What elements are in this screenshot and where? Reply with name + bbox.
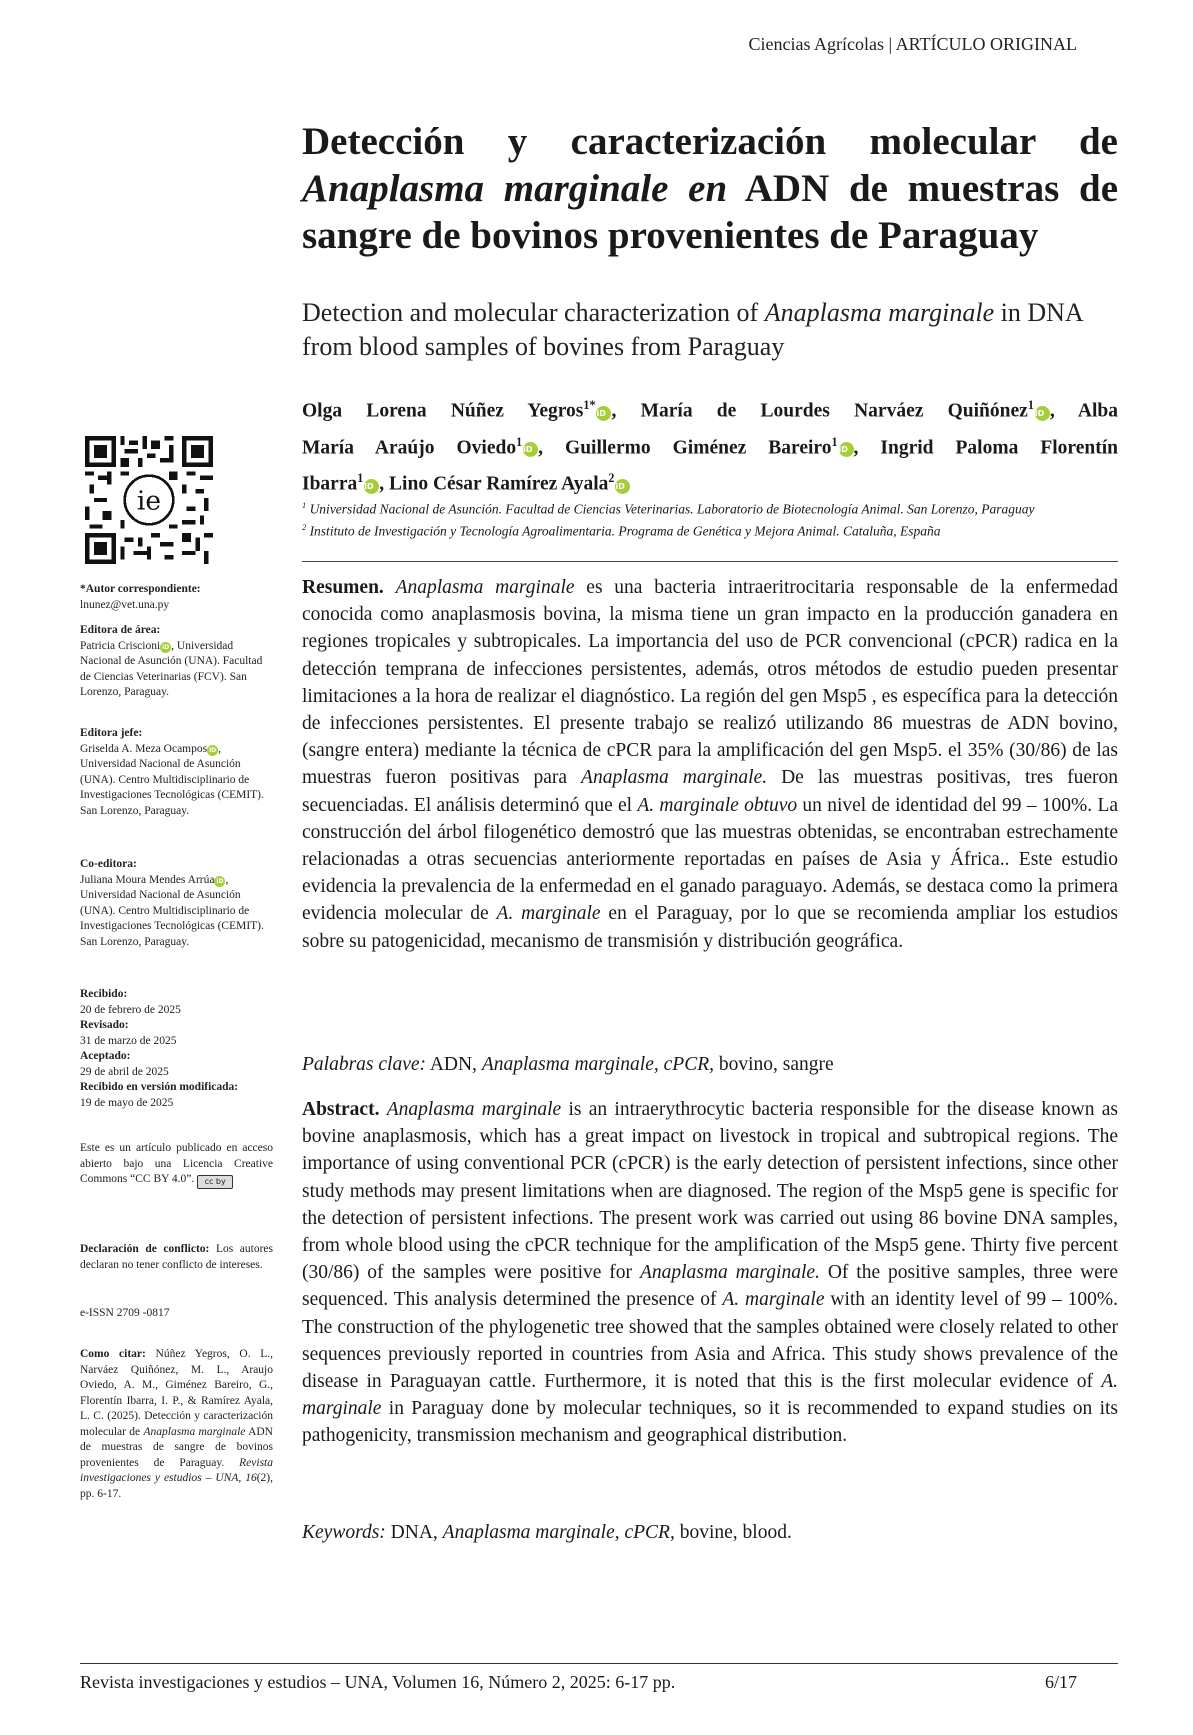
area-editor-name: Patricia Criscioni: [80, 639, 161, 652]
conflict-statement: [80, 1242, 273, 1273]
cite-authors: Núñez Yegros, O. L., Narváez Quiñónez, M. L., Araujo Oviedo, A. M., Giménez Bareiro, G., Florentín Ibarra, I. P., & Ramírez Ayala, L. C. (2025).: [80, 1348, 274, 1422]
species-italic: A. marginale: [302, 1371, 1118, 1420]
author-affil-sup: 1*: [583, 398, 596, 412]
affiliation-text: Instituto de Investigación y Tecnología Agroalimentaria. Programa de Genética y Mejora Animal. Cataluña, España: [306, 523, 941, 538]
resumen-text: De las muestras positivas, tres fueron secuenciadas. El análisis determinó que el: [302, 767, 1118, 816]
species-italic: Anaplasma marginale.: [581, 767, 768, 789]
chief-editor-label: Editora jefe:: [80, 727, 143, 739]
affiliation-2: [302, 519, 1118, 541]
orcid-icon[interactable]: iD: [523, 442, 538, 457]
resumen-paragraph: [302, 574, 1118, 955]
author-line-1: Olga Lorena Núñez Yegros$^{1*}$iD , María de Lourdes Narváez Quiñónez$^1$iD , Alba: [302, 398, 1118, 422]
qr-center-label: ie: [136, 485, 162, 517]
revised-date: 31 de marzo de 2025: [80, 1034, 177, 1047]
resumen-text: un nivel de identidad del 99 – 100%. La construcción del árbol filogenético demostró que las muestras obtenidas, se encontraban estrechamente relacionadas a otras secuencias anteriormente reportadas en países de Asia y África.. Este estudio evidencia la prevalencia de la enfermedad en el ganado paraguayo. Además, se destaca como la primera evidencia molecular de: [302, 794, 1119, 925]
author-line-3: Ibarra$^1$iD , Lino César Ramírez Ayala$^2$iD: [302, 463, 1118, 500]
area-editor-label: Editora de área:: [80, 624, 161, 636]
chief-editor: [80, 726, 273, 819]
section-header: [749, 34, 1078, 55]
orcid-icon[interactable]: iD: [615, 479, 630, 494]
cite-title: Detección y caracterización molecular de: [80, 1410, 273, 1438]
author-list: [302, 390, 1118, 500]
species-italic: A. marginale: [722, 1289, 825, 1311]
affiliation-1: [302, 497, 1118, 519]
header-separator: |: [883, 34, 896, 54]
orcid-icon[interactable]: iD: [162, 643, 170, 651]
title-en-post: in DNA from blood samples of bovines from Paraguay: [302, 298, 1083, 361]
area-editor-affiliation: , Universidad Nacional de Asunción (UNA). Facultad de Ciencias Veterinarias (FCV). San Lorenzo, Paraguay.: [80, 639, 263, 698]
orcid-icon[interactable]: iD: [364, 479, 379, 494]
species-italic: A. marginale obtuvo: [637, 794, 798, 816]
article-title-en: [302, 296, 1118, 364]
author-affil-sup: 1: [831, 434, 838, 449]
how-to-cite: [80, 1347, 273, 1502]
species-italic: A. marginale: [496, 903, 601, 925]
orcid-icon[interactable]: iD: [839, 442, 854, 457]
conflict-label: Declaración de conflicto:: [80, 1243, 210, 1255]
corresponding-author-email[interactable]: lnunez@vet.una.py: [80, 598, 170, 611]
abstract-text: in Paraguay done by molecular techniques, so it is recommended to expand studies on its pathogenicity, transmission mechanism and geographical distribution.: [302, 1398, 1118, 1447]
affiliations: [302, 497, 1118, 540]
footer-journal: Revista investigaciones y estudios – UNA, Volumen 16, Número 2, 2025: 6-17 pp.: [80, 1672, 676, 1692]
cite-pages: (2), pp. 6-17.: [80, 1472, 273, 1500]
co-editor-name: Juliana Moura Mendes Arrúa: [80, 873, 215, 886]
abstract-paragraph: [302, 1096, 1118, 1450]
resumen-text: es una bacteria intraeritrocitaria responsable de la enfermedad conocida como anaplasmosis bovina, la misma tiene un gran impacto en la producción ganadera en regiones tropicales y subtropicales. La importancia del uso de PCR convencional (cPCR) radica en la detección temprana de infecciones persistentes, además, otros métodos de estudio pueden presentar limitaciones a la hora de realizar el diagnóstico. La región del gen Msp5 , es específica para la detección de infecciones persistentes. El presente trabajo se realizó utilizando 86 muestras de ADN bovino, (sangre entera) mediante la técnica de cPCR para la amplificación del gen Msp5. el 35% (30/86) de las muestras fueron positivas para: [302, 577, 1118, 789]
orcid-icon[interactable]: iD: [1035, 406, 1050, 421]
corresponding-author: [80, 582, 273, 613]
author-affil-sup: 2: [608, 471, 615, 485]
affiliation-sup: 1: [302, 501, 307, 510]
species-italic: Anaplasma marginale.: [639, 1262, 820, 1284]
orcid-icon[interactable]: iD: [209, 746, 217, 754]
cite-title-species: Anaplasma marginale: [143, 1425, 246, 1438]
accepted-date: 29 de abril de 2025: [80, 1065, 169, 1078]
title-es-line-2: [302, 165, 1118, 212]
chief-editor-affiliation: , Universidad Nacional de Asunción (UNA). Centro Multidisciplinario de Investigaciones Tecnológicas (CEMIT). San Lorenzo, Paraguay.: [80, 742, 264, 817]
orcid-icon[interactable]: iD: [596, 406, 611, 421]
title-en-pre: Detection and molecular characterization of: [302, 298, 765, 327]
article-type: ARTÍCULO ORIGINAL: [895, 34, 1077, 54]
author-name: María de Lourdes Narváez Quiñónez: [640, 400, 1028, 422]
keywords-es: [302, 1051, 1118, 1078]
title-es-species: Anaplasma marginale en: [302, 167, 728, 210]
title-en-species: Anaplasma marginale: [764, 298, 995, 327]
keywords-en: [302, 1519, 1118, 1546]
cite-title-end: ADN de muestras de sangre de bovinos provenientes de Paraguay.: [80, 1425, 273, 1469]
conflict-text: Los autores declaran no tener conflicto de intereses.: [80, 1243, 273, 1271]
author-affil-sup: 1: [1027, 398, 1034, 412]
author-affil-sup: 1: [516, 434, 523, 449]
orcid-icon[interactable]: iD: [216, 877, 224, 885]
article-title-es: [302, 118, 1118, 259]
author-name: María Araújo Oviedo: [302, 437, 517, 458]
abstract-text: is an intraerythrocytic bacteria responsible for the disease known as bovine anaplasmosis, which has a great impact on livestock in tropical and subtropical regions. The importance of using conventional PCR (cPCR) is the early detection of persistent infections, since other study methods may present limitations when are diagnosed. The region of the Msp5 gene is specific for the detection of persistent infections. The present work was carried out using 86 bovine DNA samples, from whole blood using the cPCR technique for the amplification of the Msp5 gene. Thirty five percent (30/86) of the samples were positive for: [302, 1099, 1118, 1284]
cite-journal: Revista investigaciones y estudios – UNA, 16: [80, 1456, 273, 1484]
accepted-label: Aceptado:: [80, 1050, 131, 1062]
keyword-italic: Anaplasma marginale, cPCR,: [442, 1522, 675, 1543]
qr-code-icon[interactable]: [85, 436, 213, 564]
modified-date: 19 de mayo de 2025: [80, 1096, 174, 1109]
author-line-2: María Araújo Oviedo$^1$iD , Guillermo Giménez Bareiro$^1$iD , Ingrid Paloma Florentín: [302, 434, 1118, 458]
received-label: Recibido:: [80, 988, 128, 1000]
co-editor: [80, 857, 273, 950]
received-date: 20 de febrero de 2025: [80, 1003, 181, 1016]
area-editor: [80, 623, 273, 701]
title-es-line-1: Detección y caracterización molecular de: [302, 120, 1118, 163]
title-es-line-3: sangre de bovinos provenientes de Paraguay: [302, 214, 1039, 257]
co-editor-affiliation: , Universidad Nacional de Asunción (UNA). Centro Multidisciplinario de Investigaciones Tecnológicas (CEMIT). San Lorenzo, Paraguay.: [80, 873, 264, 948]
modified-label: Recibido en versión modificada:: [80, 1081, 239, 1093]
keywords-es-label: Palabras clave:: [302, 1054, 427, 1075]
footer-divider: [80, 1663, 1118, 1664]
dates-block: [80, 987, 273, 1111]
keywords-en-label: Keywords:: [302, 1522, 386, 1543]
resumen-label: Resumen.: [302, 577, 384, 598]
license-text: Este es un artículo publicado en acceso abierto bajo una Licencia Creative Commons “CC BY 4.0”.: [80, 1142, 273, 1185]
keyword-text: DNA,: [385, 1522, 443, 1543]
species-italic: Anaplasma marginale: [386, 1099, 562, 1120]
affiliation-divider: [302, 561, 1118, 562]
co-editor-label: Co-editora:: [80, 858, 137, 870]
keyword-italic: Anaplasma marginale, cPCR,: [481, 1054, 714, 1075]
affiliation-text: Universidad Nacional de Asunción. Facultad de Ciencias Veterinarias. Laboratorio de Biotecnología Animal. San Lorenzo, Paraguay: [306, 501, 1035, 517]
keyword-text: ADN,: [426, 1054, 482, 1075]
chief-editor-name: Griselda A. Meza Ocampos: [80, 742, 208, 755]
keyword-text: bovino, sangre: [713, 1054, 834, 1075]
species-italic: Anaplasma marginale: [395, 577, 575, 598]
license-note: [80, 1141, 273, 1189]
abstract-text: Of the positive samples, three were sequenced. This analysis determined the presence of: [302, 1262, 1118, 1311]
page-number: 6/17: [1044, 1672, 1077, 1692]
abstract-text: with an identity level of 99 – 100%. The construction of the phylogenetic tree showed that the samples obtained were closely related to other sequences previously reported in countries from Asia and Africa. This study shows prevalence of the disease in Paraguayan cattle. Furthermore, it is noted that this is the first molecular evidence of: [302, 1289, 1118, 1393]
resumen-text: en el Paraguay, por lo que se recomienda ampliar los estudios sobre su patogenicidad, mecanismo de transmisión y distribución geográfica.: [302, 903, 1118, 952]
author-name: Lino César Ramírez Ayala: [389, 473, 609, 495]
affiliation-sup: 2: [302, 522, 307, 532]
author-name: Alba: [1077, 400, 1118, 422]
keyword-text: bovine, blood.: [674, 1522, 792, 1543]
issn: e-ISSN 2709 -0817: [80, 1307, 170, 1319]
section-name: Ciencias Agrícolas: [748, 34, 884, 54]
author-name: Ingrid Paloma Florentín: [880, 437, 1118, 458]
author-name: Olga Lorena Núñez Yegros: [302, 400, 584, 422]
abstract-label: Abstract.: [302, 1099, 380, 1120]
author-affil-sup: 1: [357, 471, 364, 485]
cite-label: Como citar:: [80, 1348, 146, 1360]
revised-label: Revisado:: [80, 1019, 129, 1031]
author-name: Guillermo Giménez Bareiro: [565, 437, 832, 458]
author-name: Ibarra: [302, 473, 358, 495]
cc-by-license-icon[interactable]: cc by: [197, 1175, 233, 1189]
corresponding-author-label: *Autor correspondiente:: [80, 583, 201, 595]
title-es-line-2-rest: ADN de muestras de: [727, 167, 1119, 210]
